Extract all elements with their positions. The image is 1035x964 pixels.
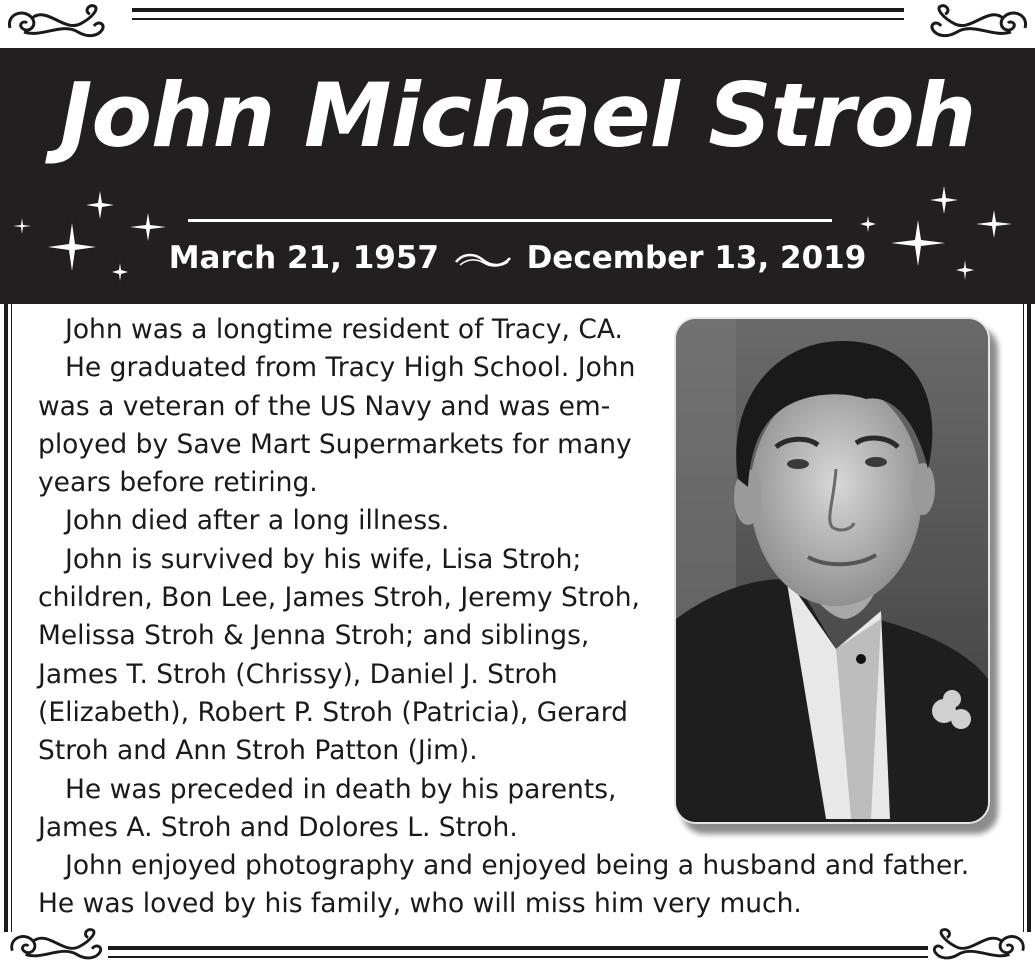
obituary-line: James T. Stroh (Chrissy), Daniel J. Stroh: [38, 658, 558, 690]
bottom-rule: [108, 946, 928, 950]
sparkle-icon: [86, 191, 114, 219]
obituary-line: (Elizabeth), Robert P. Stroh (Patricia), Gerard: [38, 696, 628, 728]
obituary-line: He was preceded in death by his parents,: [65, 773, 617, 805]
obituary-line: James A. Stroh and Dolores L. Stroh.: [38, 811, 518, 843]
sparkle-icon: [930, 186, 958, 214]
frame-right-border: [1027, 304, 1031, 932]
tilde-ornament-icon: [450, 250, 516, 270]
obituary-line: Stroh and Ann Stroh Patton (Jim).: [38, 735, 478, 767]
obituary-line: John enjoyed photography and enjoyed being a husband and father.: [65, 850, 970, 882]
life-dates: [0, 240, 1035, 276]
obituary-line: was a veteran of the US Navy and was em-: [38, 390, 611, 422]
obituary-line: John was a longtime resident of Tracy, CA.: [65, 314, 623, 345]
flourish-bottom-right-icon: [927, 926, 1033, 964]
obituary-line: He was loved by his family, who will miss him very much.: [38, 888, 802, 920]
obituary-line: years before retiring.: [38, 467, 318, 499]
death-date: December 13, 2019: [526, 240, 867, 276]
sparkle-icon: [13, 218, 31, 234]
portrait-photo: [674, 317, 990, 824]
flourish-bottom-left-icon: [2, 926, 108, 964]
obituary-line: He graduated from Tracy High School. John: [65, 352, 636, 384]
birth-date: March 21, 1957: [168, 240, 439, 276]
obituary-line: ployed by Save Mart Supermarkets for many: [38, 428, 632, 460]
deceased-name: John Michael Stroh: [59, 64, 976, 167]
sparkle-icon: [860, 216, 876, 232]
flourish-top-left-icon: [2, 2, 108, 42]
top-rule: [132, 8, 904, 12]
frame-left-border: [4, 304, 8, 932]
flourish-top-right-icon: [927, 2, 1033, 42]
obituary-line: children, Bon Lee, James Stroh, Jeremy Stroh,: [38, 582, 640, 614]
sparkle-icon: [976, 210, 1012, 238]
obituary-line: Melissa Stroh & Jenna Stroh; and siblings,: [38, 620, 590, 652]
banner-divider: [188, 219, 832, 222]
sparkle-icon: [130, 213, 166, 241]
obituary-line: John is survived by his wife, Lisa Stroh;: [65, 543, 582, 575]
obituary-line: John died after a long illness.: [65, 505, 450, 537]
